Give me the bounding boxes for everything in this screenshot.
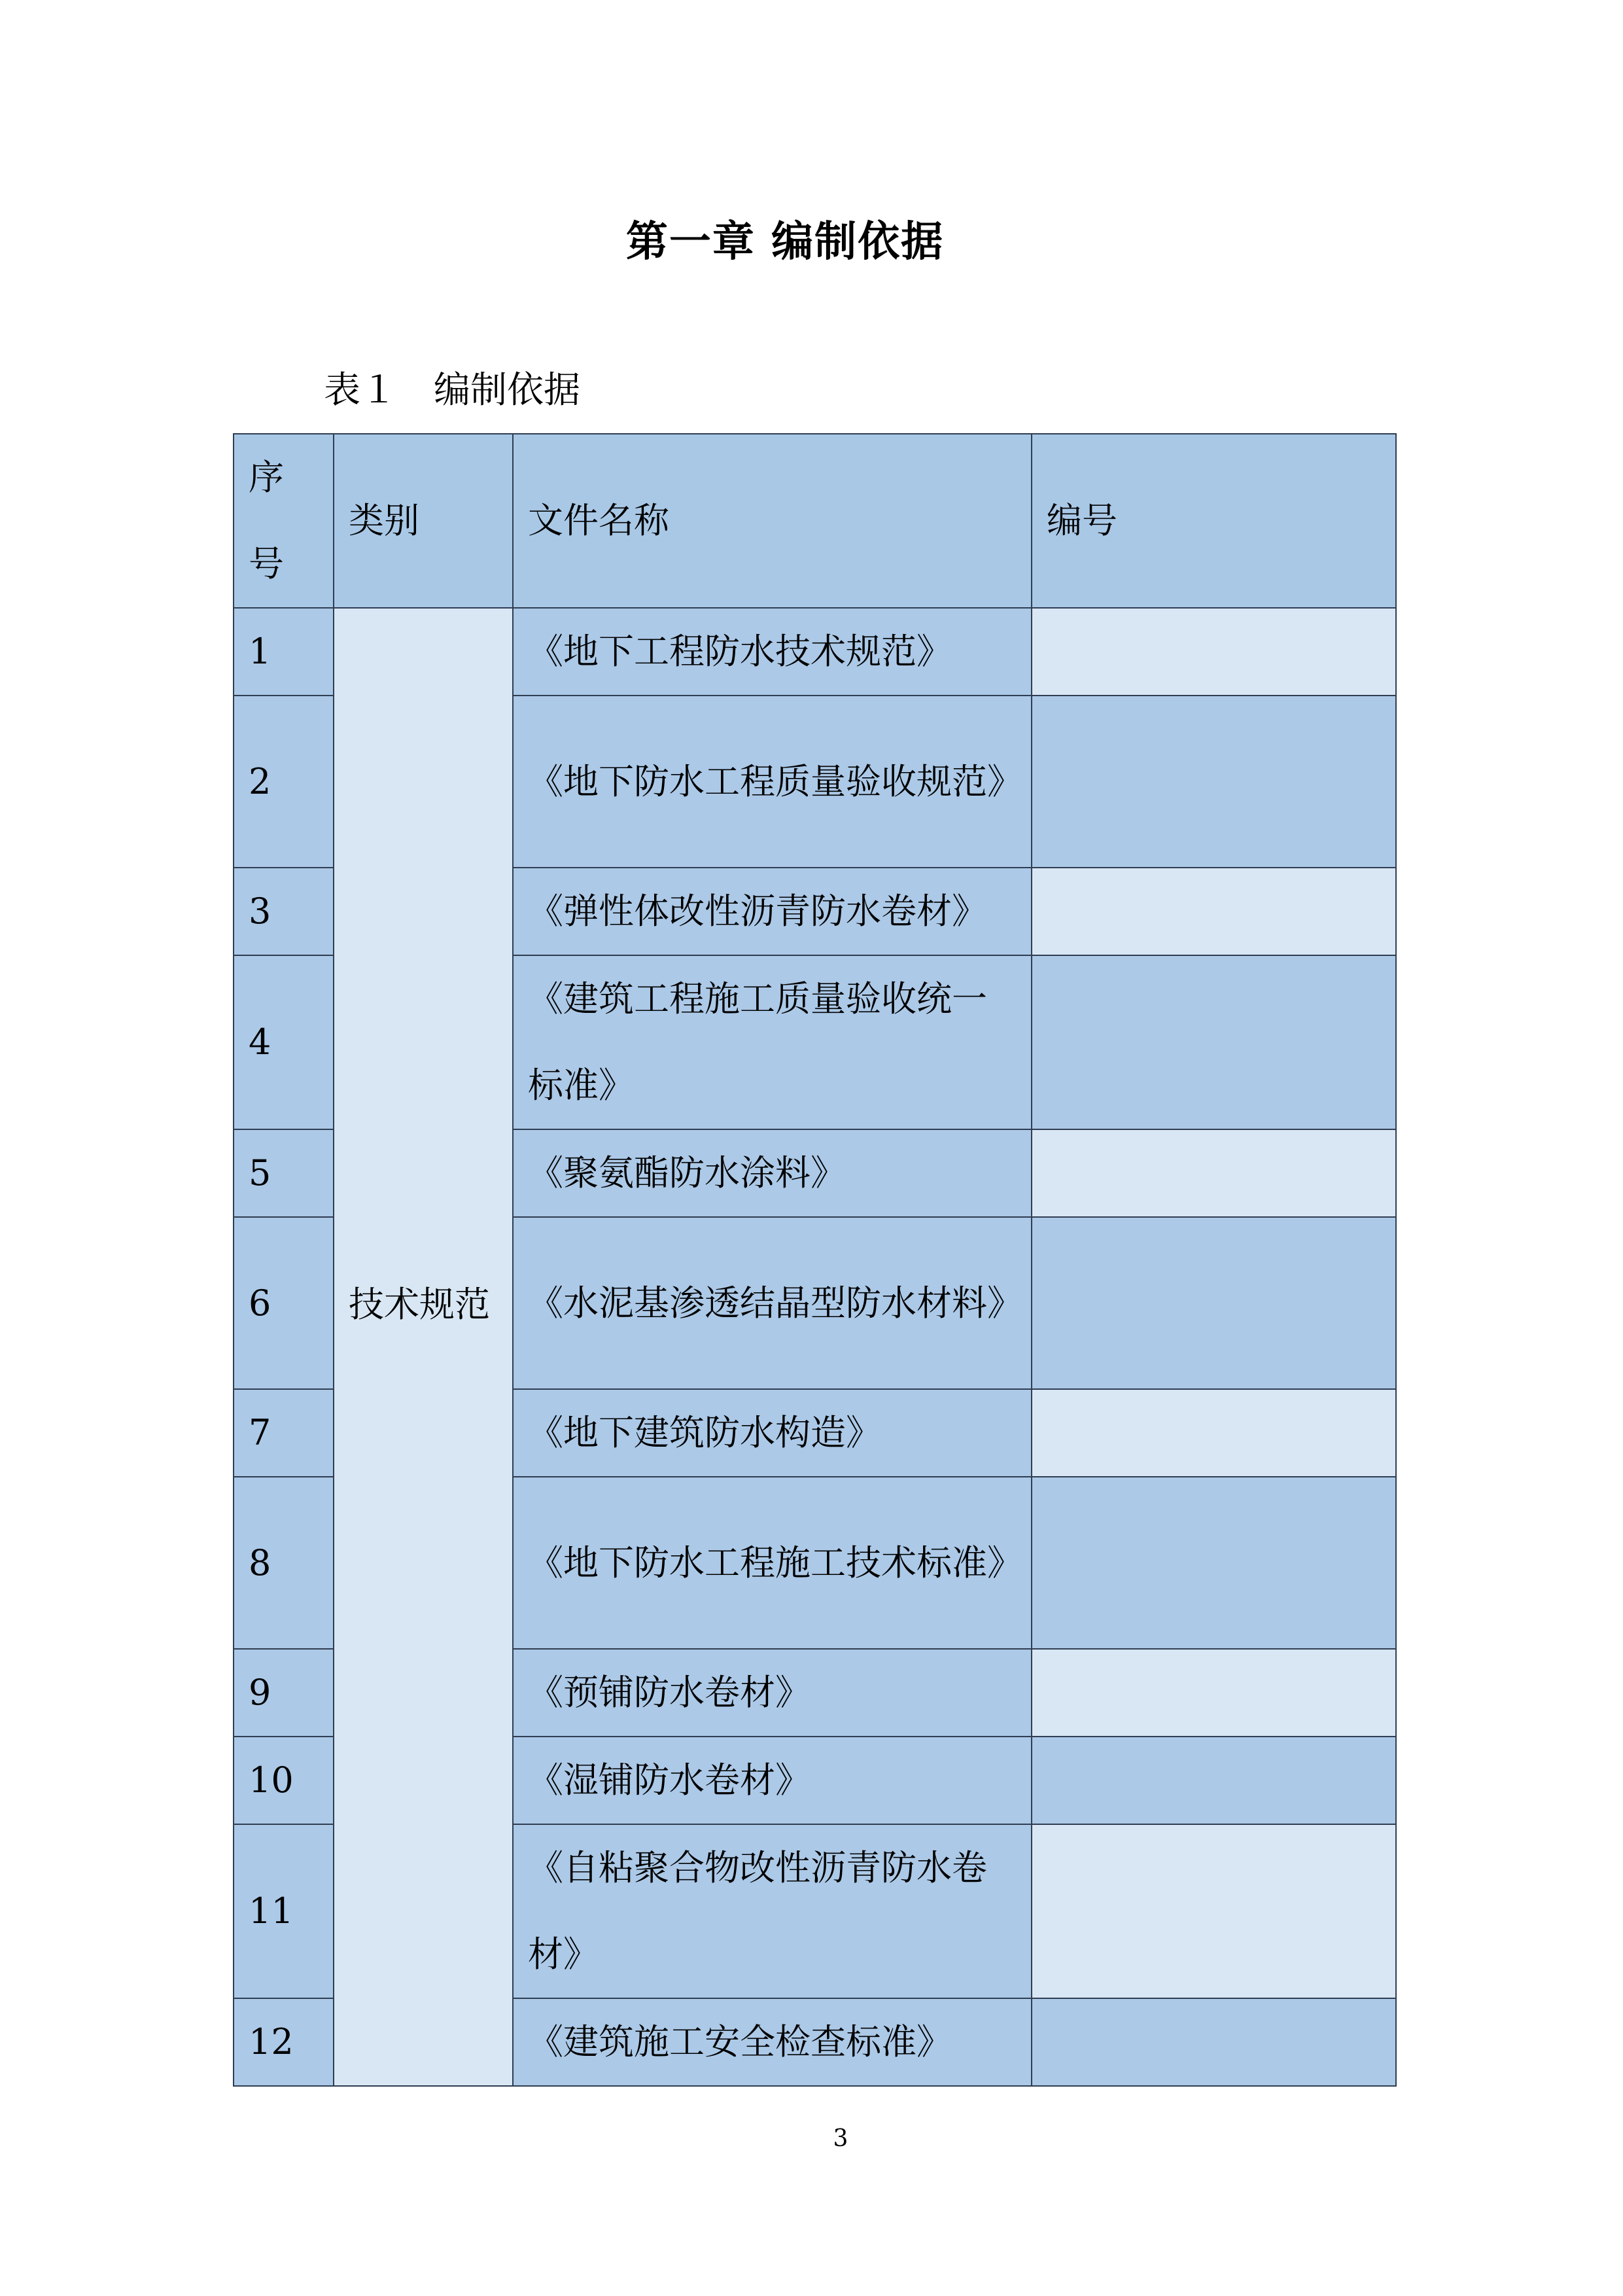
page-number: 3	[833, 2125, 848, 2152]
row-seq: 5	[234, 1129, 334, 1217]
row-name: 《建筑工程施工质量验收统一标准》	[513, 955, 1032, 1129]
row-name: 《聚氨酯防水涂料》	[513, 1129, 1032, 1217]
row-code	[1032, 868, 1396, 955]
row-name: 《地下工程防水技术规范》	[513, 608, 1032, 696]
category-cell	[334, 608, 513, 2086]
row-name: 《地下防水工程施工技术标准》	[513, 1477, 1032, 1649]
table-header-row	[234, 434, 1396, 608]
category-label: 技术规范	[349, 1283, 490, 1325]
row-seq: 3	[234, 868, 334, 955]
row-seq: 12	[234, 1998, 334, 2086]
row-name: 《弹性体改性沥青防水卷材》	[513, 868, 1032, 955]
row-seq: 1	[234, 608, 334, 696]
row-seq: 10	[234, 1737, 334, 1824]
row-name: 《地下防水工程质量验收规范》	[513, 696, 1032, 868]
row-code	[1032, 696, 1396, 868]
row-seq: 9	[234, 1649, 334, 1737]
row-code	[1032, 1389, 1396, 1477]
row-name: 《地下建筑防水构造》	[513, 1389, 1032, 1477]
row-code	[1032, 955, 1396, 1129]
basis-table	[233, 433, 1397, 2087]
row-code	[1032, 1649, 1396, 1737]
table-caption: 表１ 编制依据	[324, 369, 580, 412]
row-seq: 11	[234, 1824, 334, 1998]
row-name: 《湿铺防水卷材》	[513, 1737, 1032, 1824]
row-code	[1032, 1477, 1396, 1649]
row-seq: 4	[234, 955, 334, 1129]
row-code	[1032, 1737, 1396, 1824]
row-name: 《建筑施工安全检查标准》	[513, 1998, 1032, 2086]
row-code	[1032, 1129, 1396, 1217]
row-seq: 2	[234, 696, 334, 868]
header-category: 类别	[334, 434, 513, 608]
row-seq: 6	[234, 1217, 334, 1389]
header-seq: 序号	[234, 434, 334, 608]
header-code: 编号	[1032, 434, 1396, 608]
row-name: 《预铺防水卷材》	[513, 1649, 1032, 1737]
row-code	[1032, 1217, 1396, 1389]
row-code	[1032, 1824, 1396, 1998]
row-name: 《水泥基渗透结晶型防水材料》	[513, 1217, 1032, 1389]
row-code	[1032, 1998, 1396, 2086]
row-name: 《自粘聚合物改性沥青防水卷材》	[513, 1824, 1032, 1998]
row-seq: 8	[234, 1477, 334, 1649]
row-seq: 7	[234, 1389, 334, 1477]
table-row	[234, 608, 1396, 696]
chapter-title: 第一章 编制依据	[625, 218, 945, 266]
row-code	[1032, 608, 1396, 696]
header-name: 文件名称	[513, 434, 1032, 608]
